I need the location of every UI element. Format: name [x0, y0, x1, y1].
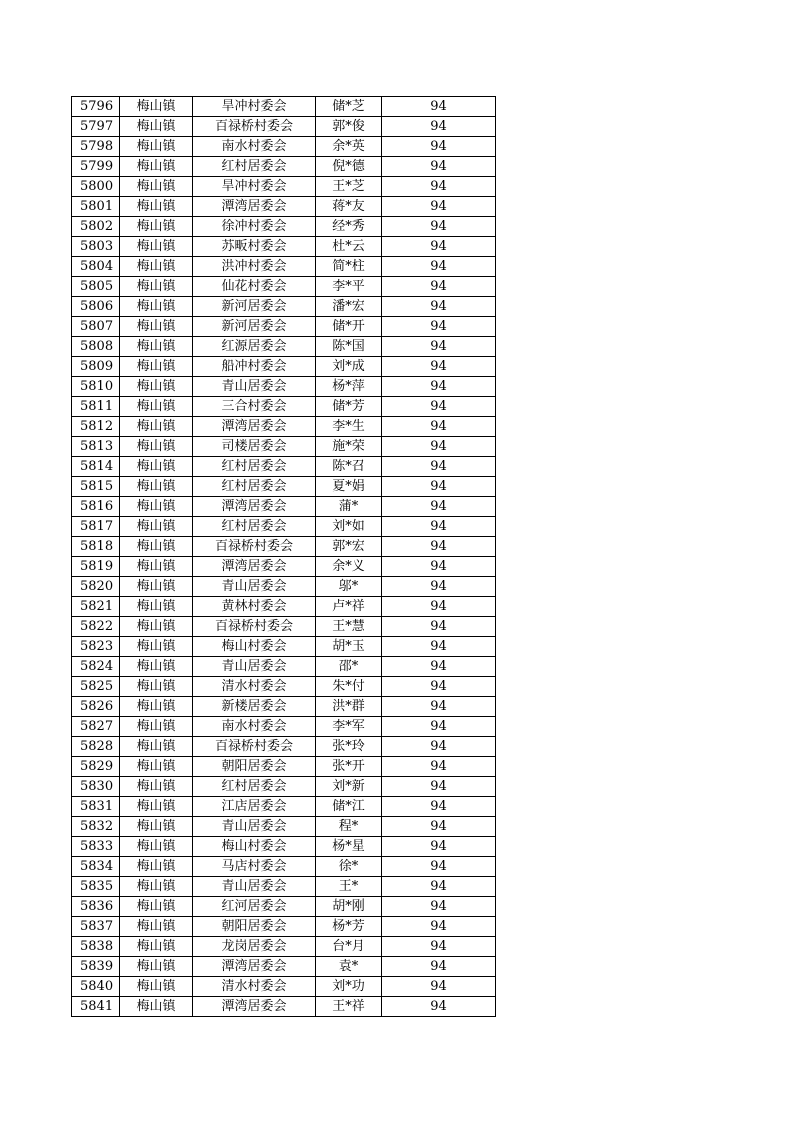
- table-row: [72, 877, 496, 897]
- cell-score: 94: [382, 557, 496, 577]
- table-row: [72, 117, 496, 137]
- cell-village: 红村居委会: [193, 157, 316, 177]
- cell-town: 梅山镇: [120, 817, 193, 837]
- table-row: [72, 917, 496, 937]
- table-row: [72, 157, 496, 177]
- cell-village: 红村居委会: [193, 517, 316, 537]
- table-row: [72, 537, 496, 557]
- table-row: [72, 377, 496, 397]
- cell-name: 陈*召: [316, 457, 382, 477]
- cell-score: 94: [382, 817, 496, 837]
- cell-village: 百禄桥村委会: [193, 537, 316, 557]
- cell-town: 梅山镇: [120, 437, 193, 457]
- cell-id: 5839: [72, 957, 120, 977]
- cell-name: 储*开: [316, 317, 382, 337]
- cell-score: 94: [382, 457, 496, 477]
- cell-score: 94: [382, 237, 496, 257]
- cell-score: 94: [382, 917, 496, 937]
- cell-village: 江店居委会: [193, 797, 316, 817]
- cell-village: 司楼居委会: [193, 437, 316, 457]
- table-row: [72, 177, 496, 197]
- table-row: [72, 857, 496, 877]
- cell-score: 94: [382, 497, 496, 517]
- cell-score: 94: [382, 617, 496, 637]
- cell-id: 5826: [72, 697, 120, 717]
- cell-town: 梅山镇: [120, 937, 193, 957]
- cell-score: 94: [382, 337, 496, 357]
- cell-town: 梅山镇: [120, 537, 193, 557]
- cell-name: 袁*: [316, 957, 382, 977]
- cell-score: 94: [382, 137, 496, 157]
- cell-name: 台*月: [316, 937, 382, 957]
- cell-name: 储*芳: [316, 397, 382, 417]
- cell-name: 余*英: [316, 137, 382, 157]
- cell-score: 94: [382, 717, 496, 737]
- cell-town: 梅山镇: [120, 997, 193, 1017]
- cell-id: 5809: [72, 357, 120, 377]
- cell-id: 5825: [72, 677, 120, 697]
- cell-id: 5821: [72, 597, 120, 617]
- table-row: [72, 677, 496, 697]
- cell-town: 梅山镇: [120, 517, 193, 537]
- cell-score: 94: [382, 477, 496, 497]
- cell-village: 清水村委会: [193, 977, 316, 997]
- table-row: [72, 797, 496, 817]
- cell-score: 94: [382, 117, 496, 137]
- cell-id: 5834: [72, 857, 120, 877]
- cell-score: 94: [382, 677, 496, 697]
- cell-name: 王*芝: [316, 177, 382, 197]
- cell-name: 杜*云: [316, 237, 382, 257]
- cell-village: 新楼居委会: [193, 697, 316, 717]
- cell-score: 94: [382, 837, 496, 857]
- cell-id: 5799: [72, 157, 120, 177]
- cell-village: 梅山村委会: [193, 637, 316, 657]
- cell-name: 邬*: [316, 577, 382, 597]
- cell-name: 张*开: [316, 757, 382, 777]
- cell-score: 94: [382, 957, 496, 977]
- cell-name: 杨*星: [316, 837, 382, 857]
- cell-name: 陈*国: [316, 337, 382, 357]
- cell-score: 94: [382, 997, 496, 1017]
- cell-id: 5816: [72, 497, 120, 517]
- cell-town: 梅山镇: [120, 417, 193, 437]
- cell-village: 仙花村委会: [193, 277, 316, 297]
- cell-score: 94: [382, 697, 496, 717]
- cell-village: 红河居委会: [193, 897, 316, 917]
- cell-name: 夏*娟: [316, 477, 382, 497]
- cell-score: 94: [382, 217, 496, 237]
- table-row: [72, 317, 496, 337]
- cell-score: 94: [382, 97, 496, 117]
- table-row: [72, 237, 496, 257]
- cell-village: 红村居委会: [193, 457, 316, 477]
- cell-id: 5832: [72, 817, 120, 837]
- cell-village: 朝阳居委会: [193, 757, 316, 777]
- cell-village: 青山居委会: [193, 657, 316, 677]
- cell-town: 梅山镇: [120, 157, 193, 177]
- cell-score: 94: [382, 797, 496, 817]
- cell-town: 梅山镇: [120, 737, 193, 757]
- cell-score: 94: [382, 937, 496, 957]
- cell-id: 5811: [72, 397, 120, 417]
- cell-id: 5796: [72, 97, 120, 117]
- cell-name: 胡*刚: [316, 897, 382, 917]
- cell-name: 刘*成: [316, 357, 382, 377]
- cell-town: 梅山镇: [120, 677, 193, 697]
- table-row: [72, 297, 496, 317]
- cell-score: 94: [382, 397, 496, 417]
- cell-town: 梅山镇: [120, 877, 193, 897]
- cell-id: 5803: [72, 237, 120, 257]
- cell-score: 94: [382, 777, 496, 797]
- cell-name: 胡*玉: [316, 637, 382, 657]
- table-row: [72, 357, 496, 377]
- cell-town: 梅山镇: [120, 797, 193, 817]
- cell-name: 李*生: [316, 417, 382, 437]
- cell-id: 5819: [72, 557, 120, 577]
- cell-id: 5801: [72, 197, 120, 217]
- cell-name: 简*柱: [316, 257, 382, 277]
- cell-name: 储*江: [316, 797, 382, 817]
- cell-town: 梅山镇: [120, 837, 193, 857]
- cell-town: 梅山镇: [120, 657, 193, 677]
- cell-name: 经*秀: [316, 217, 382, 237]
- cell-id: 5822: [72, 617, 120, 637]
- cell-id: 5835: [72, 877, 120, 897]
- cell-village: 南水村委会: [193, 137, 316, 157]
- cell-id: 5797: [72, 117, 120, 137]
- table-row: [72, 757, 496, 777]
- cell-name: 杨*芳: [316, 917, 382, 937]
- cell-name: 邵*: [316, 657, 382, 677]
- cell-name: 洪*群: [316, 697, 382, 717]
- cell-name: 卢*祥: [316, 597, 382, 617]
- cell-score: 94: [382, 897, 496, 917]
- cell-village: 苏畈村委会: [193, 237, 316, 257]
- cell-id: 5833: [72, 837, 120, 857]
- cell-town: 梅山镇: [120, 917, 193, 937]
- data-table: [71, 96, 496, 1017]
- cell-town: 梅山镇: [120, 137, 193, 157]
- cell-village: 红村居委会: [193, 477, 316, 497]
- table-row: [72, 697, 496, 717]
- cell-id: 5813: [72, 437, 120, 457]
- cell-score: 94: [382, 157, 496, 177]
- cell-town: 梅山镇: [120, 97, 193, 117]
- cell-score: 94: [382, 737, 496, 757]
- table-row: [72, 257, 496, 277]
- cell-town: 梅山镇: [120, 957, 193, 977]
- cell-id: 5823: [72, 637, 120, 657]
- cell-town: 梅山镇: [120, 717, 193, 737]
- table-row: [72, 777, 496, 797]
- cell-town: 梅山镇: [120, 497, 193, 517]
- cell-town: 梅山镇: [120, 117, 193, 137]
- cell-village: 马店村委会: [193, 857, 316, 877]
- cell-name: 郭*俊: [316, 117, 382, 137]
- cell-name: 郭*宏: [316, 537, 382, 557]
- cell-name: 施*荣: [316, 437, 382, 457]
- cell-town: 梅山镇: [120, 777, 193, 797]
- cell-village: 南水村委会: [193, 717, 316, 737]
- cell-id: 5831: [72, 797, 120, 817]
- cell-village: 青山居委会: [193, 377, 316, 397]
- cell-town: 梅山镇: [120, 697, 193, 717]
- cell-village: 洪冲村委会: [193, 257, 316, 277]
- cell-name: 储*芝: [316, 97, 382, 117]
- cell-village: 百禄桥村委会: [193, 617, 316, 637]
- cell-score: 94: [382, 577, 496, 597]
- cell-id: 5798: [72, 137, 120, 157]
- cell-name: 倪*德: [316, 157, 382, 177]
- cell-village: 青山居委会: [193, 817, 316, 837]
- table-row: [72, 417, 496, 437]
- table-row: [72, 577, 496, 597]
- cell-name: 王*慧: [316, 617, 382, 637]
- cell-score: 94: [382, 177, 496, 197]
- table-row: [72, 837, 496, 857]
- cell-town: 梅山镇: [120, 377, 193, 397]
- cell-score: 94: [382, 197, 496, 217]
- table-row: [72, 457, 496, 477]
- cell-score: 94: [382, 417, 496, 437]
- cell-id: 5814: [72, 457, 120, 477]
- cell-village: 青山居委会: [193, 877, 316, 897]
- cell-id: 5804: [72, 257, 120, 277]
- table-row: [72, 97, 496, 117]
- cell-id: 5837: [72, 917, 120, 937]
- cell-id: 5840: [72, 977, 120, 997]
- cell-village: 黄林村委会: [193, 597, 316, 617]
- cell-town: 梅山镇: [120, 897, 193, 917]
- cell-town: 梅山镇: [120, 257, 193, 277]
- table-row: [72, 597, 496, 617]
- cell-score: 94: [382, 977, 496, 997]
- cell-village: 红村居委会: [193, 777, 316, 797]
- cell-name: 余*义: [316, 557, 382, 577]
- cell-id: 5808: [72, 337, 120, 357]
- cell-id: 5810: [72, 377, 120, 397]
- cell-score: 94: [382, 277, 496, 297]
- cell-name: 徐*: [316, 857, 382, 877]
- cell-village: 潭湾居委会: [193, 997, 316, 1017]
- cell-village: 红源居委会: [193, 337, 316, 357]
- cell-name: 刘*功: [316, 977, 382, 997]
- cell-town: 梅山镇: [120, 457, 193, 477]
- cell-town: 梅山镇: [120, 477, 193, 497]
- cell-village: 梅山村委会: [193, 837, 316, 857]
- cell-name: 李*军: [316, 717, 382, 737]
- cell-score: 94: [382, 757, 496, 777]
- cell-village: 旱冲村委会: [193, 97, 316, 117]
- cell-score: 94: [382, 517, 496, 537]
- table-row: [72, 137, 496, 157]
- cell-village: 船冲村委会: [193, 357, 316, 377]
- table-row: [72, 517, 496, 537]
- cell-village: 龙岗居委会: [193, 937, 316, 957]
- cell-score: 94: [382, 597, 496, 617]
- cell-id: 5828: [72, 737, 120, 757]
- cell-name: 蒋*友: [316, 197, 382, 217]
- cell-town: 梅山镇: [120, 217, 193, 237]
- cell-town: 梅山镇: [120, 597, 193, 617]
- table-row: [72, 657, 496, 677]
- cell-name: 杨*萍: [316, 377, 382, 397]
- cell-score: 94: [382, 637, 496, 657]
- cell-id: 5807: [72, 317, 120, 337]
- cell-name: 王*: [316, 877, 382, 897]
- cell-village: 潭湾居委会: [193, 417, 316, 437]
- table-row: [72, 717, 496, 737]
- cell-id: 5820: [72, 577, 120, 597]
- cell-id: 5824: [72, 657, 120, 677]
- cell-town: 梅山镇: [120, 177, 193, 197]
- cell-name: 张*玲: [316, 737, 382, 757]
- cell-name: 朱*付: [316, 677, 382, 697]
- cell-name: 潘*宏: [316, 297, 382, 317]
- cell-village: 清水村委会: [193, 677, 316, 697]
- cell-town: 梅山镇: [120, 397, 193, 417]
- cell-town: 梅山镇: [120, 757, 193, 777]
- cell-score: 94: [382, 317, 496, 337]
- table-row: [72, 617, 496, 637]
- cell-town: 梅山镇: [120, 297, 193, 317]
- cell-id: 5838: [72, 937, 120, 957]
- cell-name: 蒲*: [316, 497, 382, 517]
- cell-town: 梅山镇: [120, 357, 193, 377]
- cell-town: 梅山镇: [120, 197, 193, 217]
- cell-village: 三合村委会: [193, 397, 316, 417]
- cell-id: 5802: [72, 217, 120, 237]
- cell-id: 5818: [72, 537, 120, 557]
- cell-village: 青山居委会: [193, 577, 316, 597]
- table-row: [72, 937, 496, 957]
- cell-town: 梅山镇: [120, 237, 193, 257]
- cell-id: 5829: [72, 757, 120, 777]
- table-row: [72, 737, 496, 757]
- cell-score: 94: [382, 857, 496, 877]
- table-row: [72, 897, 496, 917]
- cell-id: 5827: [72, 717, 120, 737]
- cell-name: 刘*新: [316, 777, 382, 797]
- cell-village: 潭湾居委会: [193, 197, 316, 217]
- cell-town: 梅山镇: [120, 617, 193, 637]
- cell-score: 94: [382, 377, 496, 397]
- cell-id: 5800: [72, 177, 120, 197]
- cell-town: 梅山镇: [120, 557, 193, 577]
- cell-id: 5806: [72, 297, 120, 317]
- cell-town: 梅山镇: [120, 277, 193, 297]
- cell-village: 潭湾居委会: [193, 957, 316, 977]
- table-row: [72, 957, 496, 977]
- cell-village: 百禄桥村委会: [193, 737, 316, 757]
- table-body: [72, 97, 496, 1017]
- cell-village: 新河居委会: [193, 297, 316, 317]
- cell-village: 潭湾居委会: [193, 557, 316, 577]
- cell-town: 梅山镇: [120, 977, 193, 997]
- cell-score: 94: [382, 437, 496, 457]
- cell-id: 5805: [72, 277, 120, 297]
- cell-id: 5836: [72, 897, 120, 917]
- cell-id: 5830: [72, 777, 120, 797]
- table-row: [72, 477, 496, 497]
- cell-score: 94: [382, 357, 496, 377]
- table-row: [72, 637, 496, 657]
- cell-town: 梅山镇: [120, 577, 193, 597]
- cell-town: 梅山镇: [120, 337, 193, 357]
- cell-id: 5812: [72, 417, 120, 437]
- table-row: [72, 997, 496, 1017]
- table-row: [72, 557, 496, 577]
- cell-village: 旱冲村委会: [193, 177, 316, 197]
- table-row: [72, 217, 496, 237]
- cell-name: 程*: [316, 817, 382, 837]
- cell-id: 5817: [72, 517, 120, 537]
- cell-score: 94: [382, 537, 496, 557]
- cell-score: 94: [382, 657, 496, 677]
- table-row: [72, 437, 496, 457]
- cell-town: 梅山镇: [120, 637, 193, 657]
- table-row: [72, 497, 496, 517]
- cell-town: 梅山镇: [120, 857, 193, 877]
- cell-name: 李*平: [316, 277, 382, 297]
- table-row: [72, 817, 496, 837]
- cell-town: 梅山镇: [120, 317, 193, 337]
- cell-village: 新河居委会: [193, 317, 316, 337]
- table-row: [72, 197, 496, 217]
- cell-score: 94: [382, 877, 496, 897]
- cell-village: 徐冲村委会: [193, 217, 316, 237]
- cell-id: 5841: [72, 997, 120, 1017]
- table-row: [72, 977, 496, 997]
- table-row: [72, 337, 496, 357]
- table-row: [72, 397, 496, 417]
- table-row: [72, 277, 496, 297]
- cell-name: 王*祥: [316, 997, 382, 1017]
- cell-name: 刘*如: [316, 517, 382, 537]
- cell-score: 94: [382, 257, 496, 277]
- cell-id: 5815: [72, 477, 120, 497]
- cell-village: 百禄桥村委会: [193, 117, 316, 137]
- cell-village: 朝阳居委会: [193, 917, 316, 937]
- cell-score: 94: [382, 297, 496, 317]
- cell-village: 潭湾居委会: [193, 497, 316, 517]
